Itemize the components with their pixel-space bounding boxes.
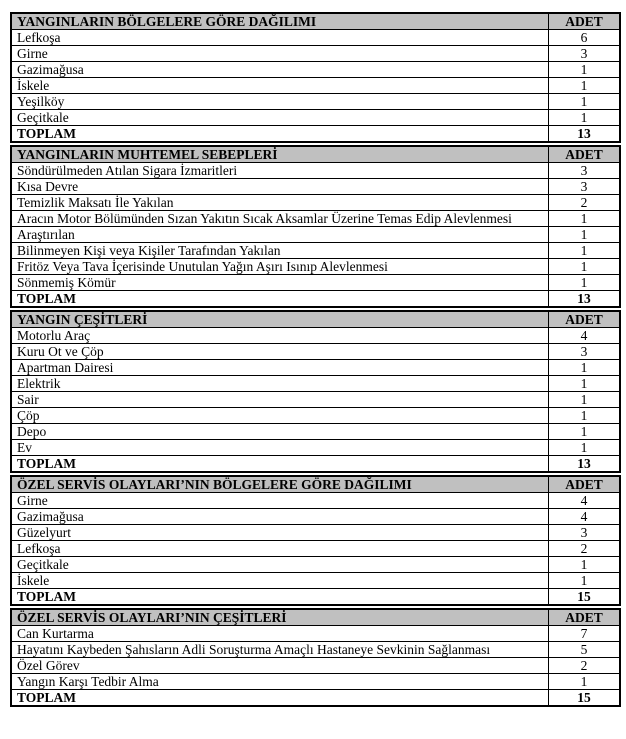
row-label: Motorlu Araç — [11, 328, 549, 344]
row-label: Yangın Karşı Tedbir Alma — [11, 674, 549, 690]
row-label: Elektrik — [11, 376, 549, 392]
table-row — [11, 392, 620, 408]
table-row — [11, 424, 620, 440]
total-label: TOPLAM — [11, 690, 549, 707]
table-row — [11, 493, 620, 509]
row-count: 1 — [549, 94, 621, 110]
row-label: Yeşilköy — [11, 94, 549, 110]
section-header-row — [11, 476, 620, 493]
table-row — [11, 275, 620, 291]
total-count: 13 — [549, 291, 621, 308]
table-row — [11, 110, 620, 126]
table-row — [11, 509, 620, 525]
row-count: 1 — [549, 360, 621, 376]
row-label: Hayatını Kaybeden Şahısların Adli Soruşturma Amaçlı Hastaneye Sevkinin Sağlanması — [11, 642, 549, 658]
row-label: Lefkoşa — [11, 541, 549, 557]
row-count: 7 — [549, 626, 621, 642]
row-count: 1 — [549, 573, 621, 589]
row-label: Geçitkale — [11, 110, 549, 126]
row-count: 2 — [549, 658, 621, 674]
row-count: 1 — [549, 376, 621, 392]
table-row — [11, 328, 620, 344]
row-label: Gazimağusa — [11, 509, 549, 525]
row-label: Girne — [11, 493, 549, 509]
row-label: Güzelyurt — [11, 525, 549, 541]
row-label: Gazimağusa — [11, 62, 549, 78]
section-title: YANGIN ÇEŞİTLERİ — [11, 311, 549, 328]
row-label: Bilinmeyen Kişi veya Kişiler Tarafından Yakılan — [11, 243, 549, 259]
total-row — [11, 126, 620, 143]
row-count: 1 — [549, 62, 621, 78]
row-count: 3 — [549, 344, 621, 360]
table-row — [11, 46, 620, 62]
row-label: Özel Görev — [11, 658, 549, 674]
section-title: ÖZEL SERVİS OLAYLARI’NIN ÇEŞİTLERİ — [11, 609, 549, 626]
row-label: Depo — [11, 424, 549, 440]
row-count: 5 — [549, 642, 621, 658]
row-label: Girne — [11, 46, 549, 62]
table-row — [11, 62, 620, 78]
row-count: 1 — [549, 110, 621, 126]
total-count: 15 — [549, 690, 621, 707]
table-row — [11, 30, 620, 46]
row-count: 4 — [549, 509, 621, 525]
row-count: 1 — [549, 259, 621, 275]
adet-column-header: ADET — [549, 311, 621, 328]
table-row — [11, 674, 620, 690]
adet-column-header: ADET — [549, 146, 621, 163]
table-row — [11, 642, 620, 658]
total-label: TOPLAM — [11, 589, 549, 606]
row-count: 1 — [549, 440, 621, 456]
row-count: 4 — [549, 493, 621, 509]
table-row — [11, 440, 620, 456]
row-label: Can Kurtarma — [11, 626, 549, 642]
row-label: Geçitkale — [11, 557, 549, 573]
section-table — [10, 310, 621, 473]
row-label: Apartman Dairesi — [11, 360, 549, 376]
table-row — [11, 259, 620, 275]
row-label: Araştırılan — [11, 227, 549, 243]
total-row — [11, 291, 620, 308]
row-count: 1 — [549, 78, 621, 94]
section-title: ÖZEL SERVİS OLAYLARI’NIN BÖLGELERE GÖRE DAĞILIMI — [11, 476, 549, 493]
row-count: 6 — [549, 30, 621, 46]
section-header-row — [11, 609, 620, 626]
row-label: İskele — [11, 573, 549, 589]
total-label: TOPLAM — [11, 456, 549, 473]
total-count: 15 — [549, 589, 621, 606]
row-count: 1 — [549, 557, 621, 573]
section-table — [10, 608, 621, 707]
row-label: Sair — [11, 392, 549, 408]
row-label: Fritöz Veya Tava İçerisinde Unutulan Yağın Aşırı Isınıp Alevlenmesi — [11, 259, 549, 275]
adet-column-header: ADET — [549, 13, 621, 30]
table-row — [11, 94, 620, 110]
total-label: TOPLAM — [11, 126, 549, 143]
row-label: Çöp — [11, 408, 549, 424]
row-count: 3 — [549, 525, 621, 541]
row-label: Kısa Devre — [11, 179, 549, 195]
row-count: 1 — [549, 424, 621, 440]
total-count: 13 — [549, 126, 621, 143]
table-row — [11, 658, 620, 674]
table-row — [11, 211, 620, 227]
table-row — [11, 78, 620, 94]
row-count: 1 — [549, 227, 621, 243]
table-row — [11, 360, 620, 376]
section-table — [10, 145, 621, 308]
section-title: YANGINLARIN BÖLGELERE GÖRE DAĞILIMI — [11, 13, 549, 30]
row-count: 3 — [549, 163, 621, 179]
table-row — [11, 163, 620, 179]
row-count: 3 — [549, 179, 621, 195]
total-row — [11, 456, 620, 473]
section-header-row — [11, 311, 620, 328]
row-count: 1 — [549, 674, 621, 690]
table-row — [11, 541, 620, 557]
table-row — [11, 557, 620, 573]
table-row — [11, 344, 620, 360]
adet-column-header: ADET — [549, 476, 621, 493]
table-row — [11, 179, 620, 195]
table-row — [11, 408, 620, 424]
row-count: 2 — [549, 195, 621, 211]
row-count: 4 — [549, 328, 621, 344]
row-label: Kuru Ot ve Çöp — [11, 344, 549, 360]
table-row — [11, 626, 620, 642]
row-count: 1 — [549, 211, 621, 227]
row-count: 1 — [549, 408, 621, 424]
row-label: Aracın Motor Bölümünden Sızan Yakıtın Sıcak Aksamlar Üzerine Temas Edip Alevlenmesi — [11, 211, 549, 227]
section-title: YANGINLARIN MUHTEMEL SEBEPLERİ — [11, 146, 549, 163]
row-count: 1 — [549, 392, 621, 408]
total-row — [11, 589, 620, 606]
row-count: 1 — [549, 275, 621, 291]
section-table — [10, 12, 621, 143]
table-row — [11, 573, 620, 589]
section-table — [10, 475, 621, 606]
row-count: 1 — [549, 243, 621, 259]
row-label: Lefkoşa — [11, 30, 549, 46]
row-label: İskele — [11, 78, 549, 94]
table-row — [11, 227, 620, 243]
total-row — [11, 690, 620, 707]
table-row — [11, 195, 620, 211]
row-label: Söndürülmeden Atılan Sigara İzmaritleri — [11, 163, 549, 179]
row-label: Ev — [11, 440, 549, 456]
table-row — [11, 376, 620, 392]
row-count: 2 — [549, 541, 621, 557]
row-label: Temizlik Maksatı İle Yakılan — [11, 195, 549, 211]
adet-column-header: ADET — [549, 609, 621, 626]
total-count: 13 — [549, 456, 621, 473]
section-header-row — [11, 146, 620, 163]
section-header-row — [11, 13, 620, 30]
row-count: 3 — [549, 46, 621, 62]
row-label: Sönmemiş Kömür — [11, 275, 549, 291]
total-label: TOPLAM — [11, 291, 549, 308]
table-row — [11, 243, 620, 259]
table-row — [11, 525, 620, 541]
